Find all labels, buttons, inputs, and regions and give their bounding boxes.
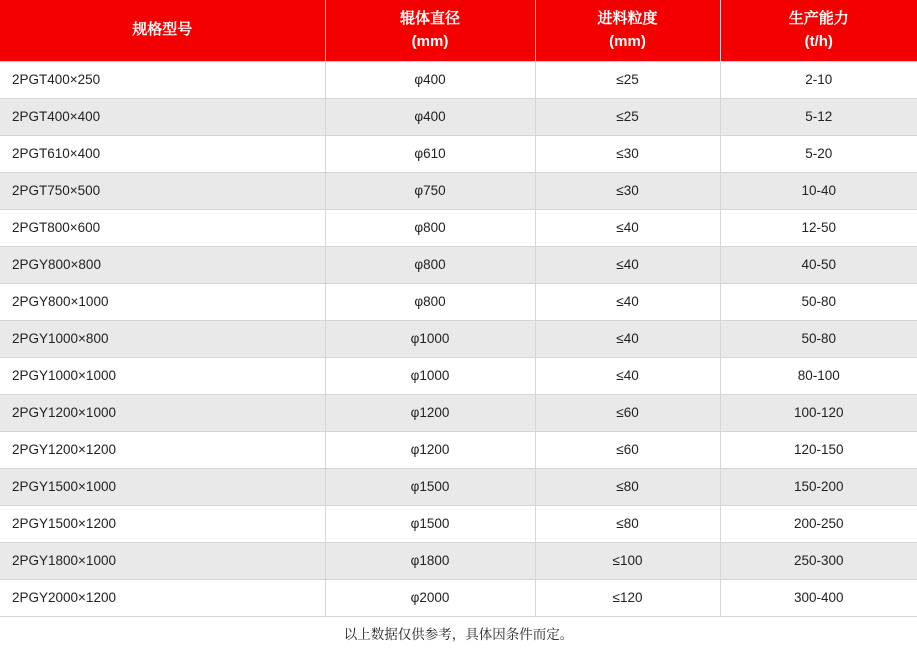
cell-feed-size: ≤60 xyxy=(535,432,720,469)
cell-feed-size: ≤80 xyxy=(535,506,720,543)
column-header-capacity-title: 生产能力 xyxy=(725,8,914,31)
cell-feed-size: ≤25 xyxy=(535,99,720,136)
cell-diameter: φ1800 xyxy=(325,543,535,580)
cell-feed-size: ≤30 xyxy=(535,173,720,210)
table-row xyxy=(0,469,917,506)
column-header-feed-size-title: 进料粒度 xyxy=(540,8,716,31)
cell-capacity: 150-200 xyxy=(720,469,917,506)
cell-model: 2PGT800×600 xyxy=(0,210,325,247)
cell-diameter: φ800 xyxy=(325,210,535,247)
cell-capacity: 2-10 xyxy=(720,62,917,99)
table-footnote: 以上数据仅供参考，具体因条件而定。 xyxy=(0,617,917,653)
cell-capacity: 250-300 xyxy=(720,543,917,580)
cell-feed-size: ≤120 xyxy=(535,580,720,617)
table-body xyxy=(0,62,917,653)
cell-feed-size: ≤30 xyxy=(535,136,720,173)
cell-model: 2PGT400×250 xyxy=(0,62,325,99)
column-header-capacity xyxy=(720,0,917,62)
cell-model: 2PGY800×1000 xyxy=(0,284,325,321)
cell-diameter: φ1200 xyxy=(325,395,535,432)
table-row xyxy=(0,136,917,173)
cell-diameter: φ750 xyxy=(325,173,535,210)
cell-model: 2PGY2000×1200 xyxy=(0,580,325,617)
cell-diameter: φ800 xyxy=(325,247,535,284)
column-header-model xyxy=(0,0,325,62)
cell-capacity: 50-80 xyxy=(720,284,917,321)
column-header-capacity-unit: (t/h) xyxy=(725,31,914,54)
cell-capacity: 5-20 xyxy=(720,136,917,173)
table-row xyxy=(0,358,917,395)
cell-model: 2PGY1800×1000 xyxy=(0,543,325,580)
column-header-feed-size-unit: (mm) xyxy=(540,31,716,54)
table-header-row xyxy=(0,0,917,62)
cell-capacity: 10-40 xyxy=(720,173,917,210)
cell-diameter: φ1500 xyxy=(325,469,535,506)
cell-feed-size: ≤40 xyxy=(535,210,720,247)
cell-model: 2PGT750×500 xyxy=(0,173,325,210)
cell-feed-size: ≤25 xyxy=(535,62,720,99)
table-row xyxy=(0,99,917,136)
table-footnote-row xyxy=(0,617,917,653)
column-header-diameter xyxy=(325,0,535,62)
column-header-diameter-unit: (mm) xyxy=(330,31,531,54)
cell-model: 2PGY800×800 xyxy=(0,247,325,284)
cell-model: 2PGT610×400 xyxy=(0,136,325,173)
cell-capacity: 5-12 xyxy=(720,99,917,136)
column-header-feed-size xyxy=(535,0,720,62)
cell-capacity: 50-80 xyxy=(720,321,917,358)
cell-capacity: 300-400 xyxy=(720,580,917,617)
cell-capacity: 100-120 xyxy=(720,395,917,432)
cell-diameter: φ400 xyxy=(325,62,535,99)
table-row xyxy=(0,543,917,580)
table-header xyxy=(0,0,917,62)
cell-capacity: 12-50 xyxy=(720,210,917,247)
column-header-model-title: 规格型号 xyxy=(4,19,321,42)
cell-capacity: 80-100 xyxy=(720,358,917,395)
cell-diameter: φ1000 xyxy=(325,358,535,395)
table-row xyxy=(0,284,917,321)
cell-feed-size: ≤40 xyxy=(535,358,720,395)
cell-diameter: φ2000 xyxy=(325,580,535,617)
cell-model: 2PGY1200×1200 xyxy=(0,432,325,469)
table-row xyxy=(0,432,917,469)
table-row xyxy=(0,321,917,358)
table-row xyxy=(0,62,917,99)
cell-model: 2PGT400×400 xyxy=(0,99,325,136)
table-row xyxy=(0,173,917,210)
cell-feed-size: ≤40 xyxy=(535,247,720,284)
table-row xyxy=(0,506,917,543)
cell-feed-size: ≤80 xyxy=(535,469,720,506)
cell-capacity: 200-250 xyxy=(720,506,917,543)
cell-feed-size: ≤60 xyxy=(535,395,720,432)
cell-feed-size: ≤40 xyxy=(535,321,720,358)
cell-model: 2PGY1000×1000 xyxy=(0,358,325,395)
cell-model: 2PGY1000×800 xyxy=(0,321,325,358)
cell-capacity: 120-150 xyxy=(720,432,917,469)
cell-diameter: φ1000 xyxy=(325,321,535,358)
table-row xyxy=(0,210,917,247)
table-row xyxy=(0,247,917,284)
cell-model: 2PGY1500×1000 xyxy=(0,469,325,506)
cell-diameter: φ1200 xyxy=(325,432,535,469)
column-header-diameter-title: 辊体直径 xyxy=(330,8,531,31)
cell-capacity: 40-50 xyxy=(720,247,917,284)
cell-diameter: φ1500 xyxy=(325,506,535,543)
cell-feed-size: ≤40 xyxy=(535,284,720,321)
cell-diameter: φ800 xyxy=(325,284,535,321)
cell-diameter: φ610 xyxy=(325,136,535,173)
cell-model: 2PGY1200×1000 xyxy=(0,395,325,432)
table-row xyxy=(0,580,917,617)
table-row xyxy=(0,395,917,432)
cell-diameter: φ400 xyxy=(325,99,535,136)
cell-model: 2PGY1500×1200 xyxy=(0,506,325,543)
cell-feed-size: ≤100 xyxy=(535,543,720,580)
